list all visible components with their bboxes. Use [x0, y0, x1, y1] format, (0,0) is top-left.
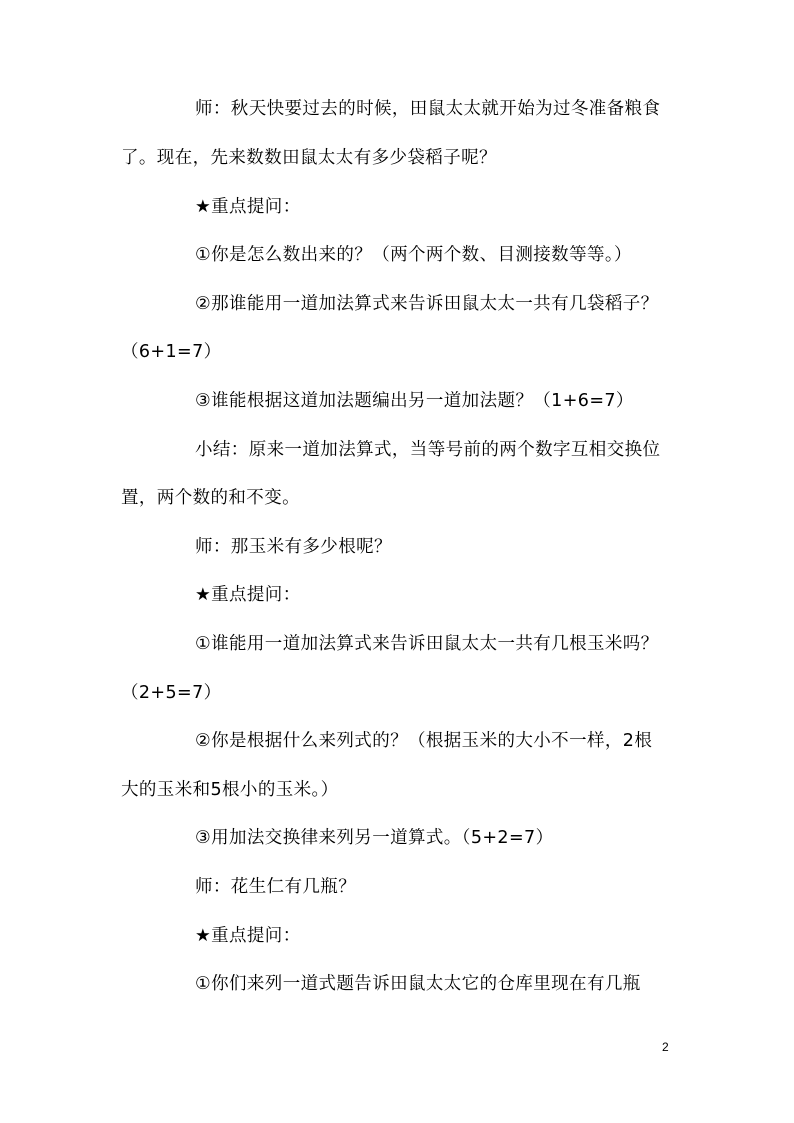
question-line: ①你是怎么数出来的？（两个两个数、目测接数等等。）: [195, 245, 632, 265]
paragraph-line: 了。现在，先来数数田鼠太太有多少袋稻子呢？: [121, 148, 497, 168]
question-line: ①谁能用一道加法算式来告诉田鼠太太一共有几根玉米吗？: [195, 634, 659, 654]
section-heading: ★重点提问：: [195, 585, 301, 605]
section-heading: ★重点提问：: [195, 197, 301, 217]
question-line: ①你们来列一道式题告诉田鼠太太它的仓库里现在有几瓶: [195, 974, 641, 994]
question-line: ②那谁能用一道加法算式来告诉田鼠太太一共有几袋稻子？: [195, 294, 659, 314]
question-line: ②你是根据什么来列式的？（根据玉米的大小不一样，2根: [195, 731, 653, 751]
answer-line: （6+1=7）: [121, 342, 222, 362]
question-line: ③用加法交换律来列另一道算式。（5+2=7）: [195, 828, 554, 848]
page-number: 2: [662, 1040, 669, 1054]
paragraph-line: 师：那玉米有多少根呢？: [195, 537, 392, 557]
paragraph-line: 师：花生仁有几瓶？: [195, 877, 357, 897]
paragraph-line: 师：秋天快要过去的时候，田鼠太太就开始为过冬准备粮食: [195, 99, 661, 119]
answer-line: （2+5=7）: [121, 683, 222, 703]
summary-line: 小结：原来一道加法算式，当等号前的两个数字互相交换位: [195, 440, 661, 460]
answer-line: 大的玉米和5根小的玉米。）: [121, 780, 339, 800]
summary-line: 置，两个数的和不变。: [121, 488, 300, 508]
question-line: ③谁能根据这道加法题编出另一道加法题？（1+6=7）: [195, 391, 634, 411]
section-heading: ★重点提问：: [195, 926, 301, 946]
